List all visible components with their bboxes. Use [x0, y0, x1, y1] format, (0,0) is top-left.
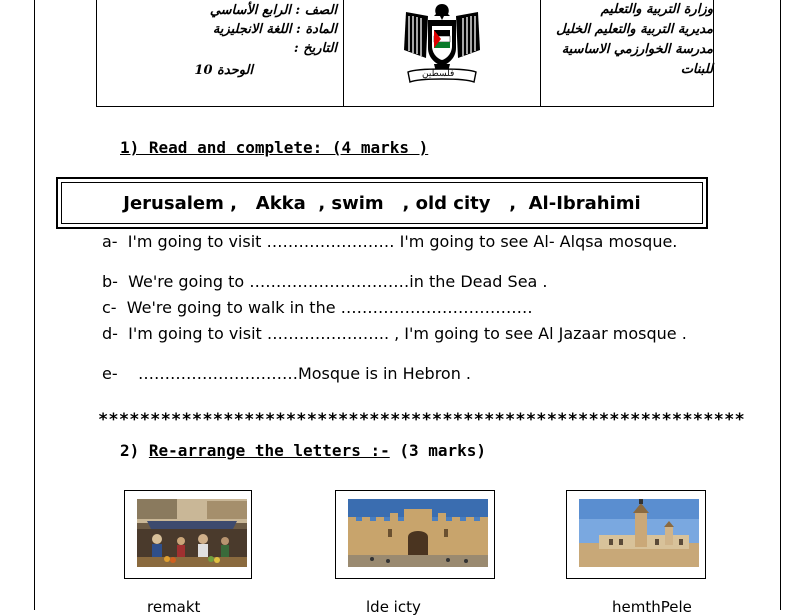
scrambled-word-1: remakt — [147, 598, 201, 616]
word-bank-box — [56, 177, 708, 229]
header-class-info — [97, 0, 344, 106]
question1-item-a: a- I'm going to visit …………………… I'm going to see Al- Alqsa mosque. — [102, 232, 678, 251]
school-name-label: مدرسة الخوارزمي الاساسية — [561, 42, 713, 57]
word-bank-text: Jerusalem , Akka , swim , old city , Al-Ibrahimi — [123, 192, 641, 214]
bethlehem-photo-frame — [566, 490, 706, 579]
question1-item-d: d- I'm going to visit ………………….. , I'm going to see Al Jazaar mosque . — [102, 324, 687, 343]
market-photo-frame — [124, 490, 252, 579]
question1-item-e: e- …………………………Mosque is in Hebron . — [102, 364, 472, 383]
page-left-border — [34, 0, 35, 610]
subject-label: المادة : اللغة الانجليزية — [212, 22, 337, 37]
date-label: التاريخ : — [293, 41, 337, 56]
question2-number: 2) — [120, 441, 149, 460]
word-bank-inner — [61, 182, 703, 224]
old-city-photo-frame — [335, 490, 495, 579]
bethlehem-photo-icon — [579, 499, 699, 567]
question2-title — [120, 441, 486, 460]
scrambled-word-2: lde icty — [366, 598, 421, 616]
question2-title-text: Re-arrange the letters :- — [148, 441, 390, 460]
page-right-border — [780, 0, 781, 610]
header-table — [96, 0, 714, 107]
grade-label: الصف : الرابع الأساسي — [209, 3, 337, 18]
question1-title-text: 1) Read and complete: (4 marks ) — [120, 138, 429, 157]
unit-label: الوحدة 10 — [194, 63, 253, 78]
question1-title — [120, 138, 428, 157]
ministry-label: وزارة التربية والتعليم — [600, 2, 713, 17]
header-emblem-cell — [344, 0, 541, 106]
question1-item-b: b- We're going to …………………………in the Dead Sea . — [102, 272, 548, 291]
emblem-caption: فلسطين — [422, 69, 455, 79]
directorate-label: مديرية التربية والتعليم الخليل — [556, 22, 713, 37]
market-photo-icon — [137, 499, 247, 567]
scrambled-word-3: hemthPele — [612, 598, 692, 616]
question2-marks: (3 marks) — [389, 441, 487, 460]
section-separator: ************************************************************** — [98, 410, 745, 430]
question1-item-c: c- We're going to walk in the ……………………………… — [102, 298, 533, 317]
header-school-info — [541, 0, 713, 106]
school-name-label-2: للبنات — [680, 62, 713, 77]
old-city-photo-icon — [348, 499, 488, 567]
